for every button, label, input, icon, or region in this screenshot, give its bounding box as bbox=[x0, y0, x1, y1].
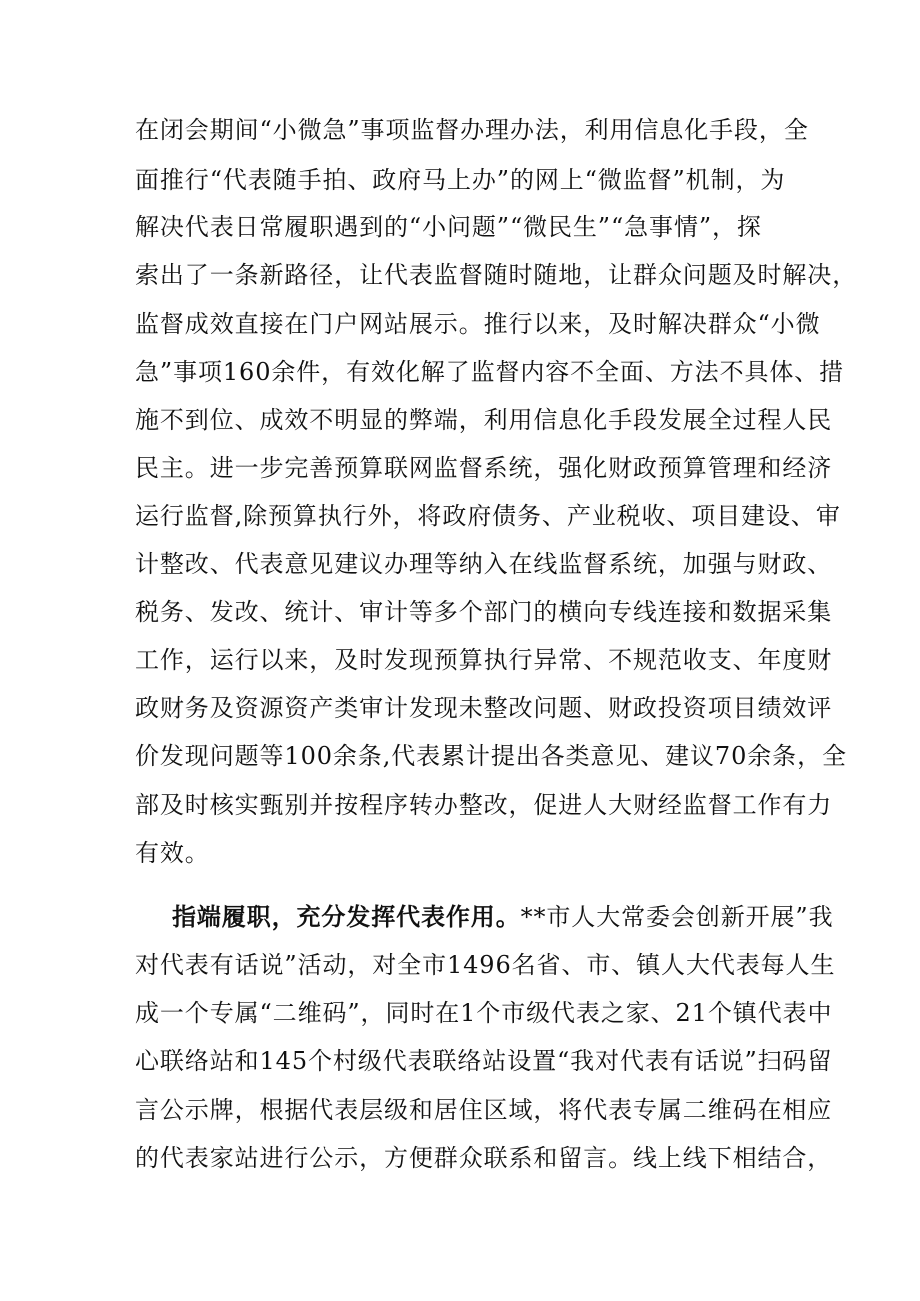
paragraph1-line-11: 税务、发改、统计、审计等多个部门的横向专线连接和数据采集 bbox=[135, 598, 833, 626]
paragraph1-line-4: 索出了一条新路径，让代表监督随时随地，让群众问题及时解决， bbox=[135, 261, 858, 289]
paragraph1-line-5: 监督成效直接在门户网站展示。推行以来，及时解决群众“小微 bbox=[135, 310, 821, 338]
paragraph1-line-14: 价发现问题等100余条,代表累计提出各类意见、建议70余条，全 bbox=[135, 742, 847, 770]
paragraph1-line-6: 急”事项160余件，有效化解了监督内容不全面、方法不具体、措 bbox=[135, 358, 845, 386]
paragraph1-line-7: 施不到位、成效不明显的弊端，利用信息化手段发展全过程人民 bbox=[135, 406, 833, 434]
paragraph1-line-13: 政财务及资源资产类审计发现未整改问题、财政投资项目绩效评 bbox=[135, 694, 833, 722]
paragraph1-line-12: 工作，运行以来，及时发现预算执行异常、不规范收支、年度财 bbox=[135, 646, 833, 674]
paragraph2-first-line-rest: **市人大常委会创新开展”我 bbox=[520, 903, 834, 931]
paragraph1-line-1: 在闭会期间“小微急”事项监督办理办法，利用信息化手段，全 bbox=[135, 116, 809, 144]
paragraph1-line-10: 计整改、代表意见建议办理等纳入在线监督系统，加强与财政、 bbox=[135, 550, 833, 578]
paragraph2-line-6: 的代表家站进行公示，方便群众联系和留言。线上线下相结合， bbox=[135, 1144, 833, 1172]
paragraph2-line-4: 心联络站和145个村级代表联络站设置“我对代表有话说”扫码留 bbox=[135, 1047, 833, 1075]
paragraph2-line-1 bbox=[172, 902, 833, 932]
paragraph1-line-15: 部及时核实甄别并按程序转办整改，促进人大财经监督工作有力 bbox=[135, 791, 833, 819]
paragraph1-line-8: 民主。进一步完善预算联网监督系统，强化财政预算管理和经济 bbox=[135, 454, 833, 482]
paragraph2-line-2: 对代表有话说”活动，对全市1496名省、市、镇人大代表每人生 bbox=[135, 951, 836, 979]
paragraph1-line-3: 解决代表日常履职遇到的“小问题”“微民生”“急事情”，探 bbox=[135, 213, 762, 241]
paragraph1-line-16: 有效。 bbox=[135, 839, 210, 867]
paragraph2-heading: 指端履职，充分发挥代表作用。 bbox=[172, 902, 521, 931]
paragraph1-line-9: 运行监督,除预算执行外，将政府债务、产业税收、项目建设、审 bbox=[135, 502, 841, 530]
paragraph1-line-2: 面推行“代表随手拍、政府马上办”的网上“微监督”机制，为 bbox=[135, 166, 786, 194]
paragraph2-line-5: 言公示牌，根据代表层级和居住区域，将代表专属二维码在相应 bbox=[135, 1096, 833, 1124]
paragraph2-line-3: 成一个专属“二维码”，同时在1个市级代表之家、21个镇代表中 bbox=[135, 999, 833, 1027]
